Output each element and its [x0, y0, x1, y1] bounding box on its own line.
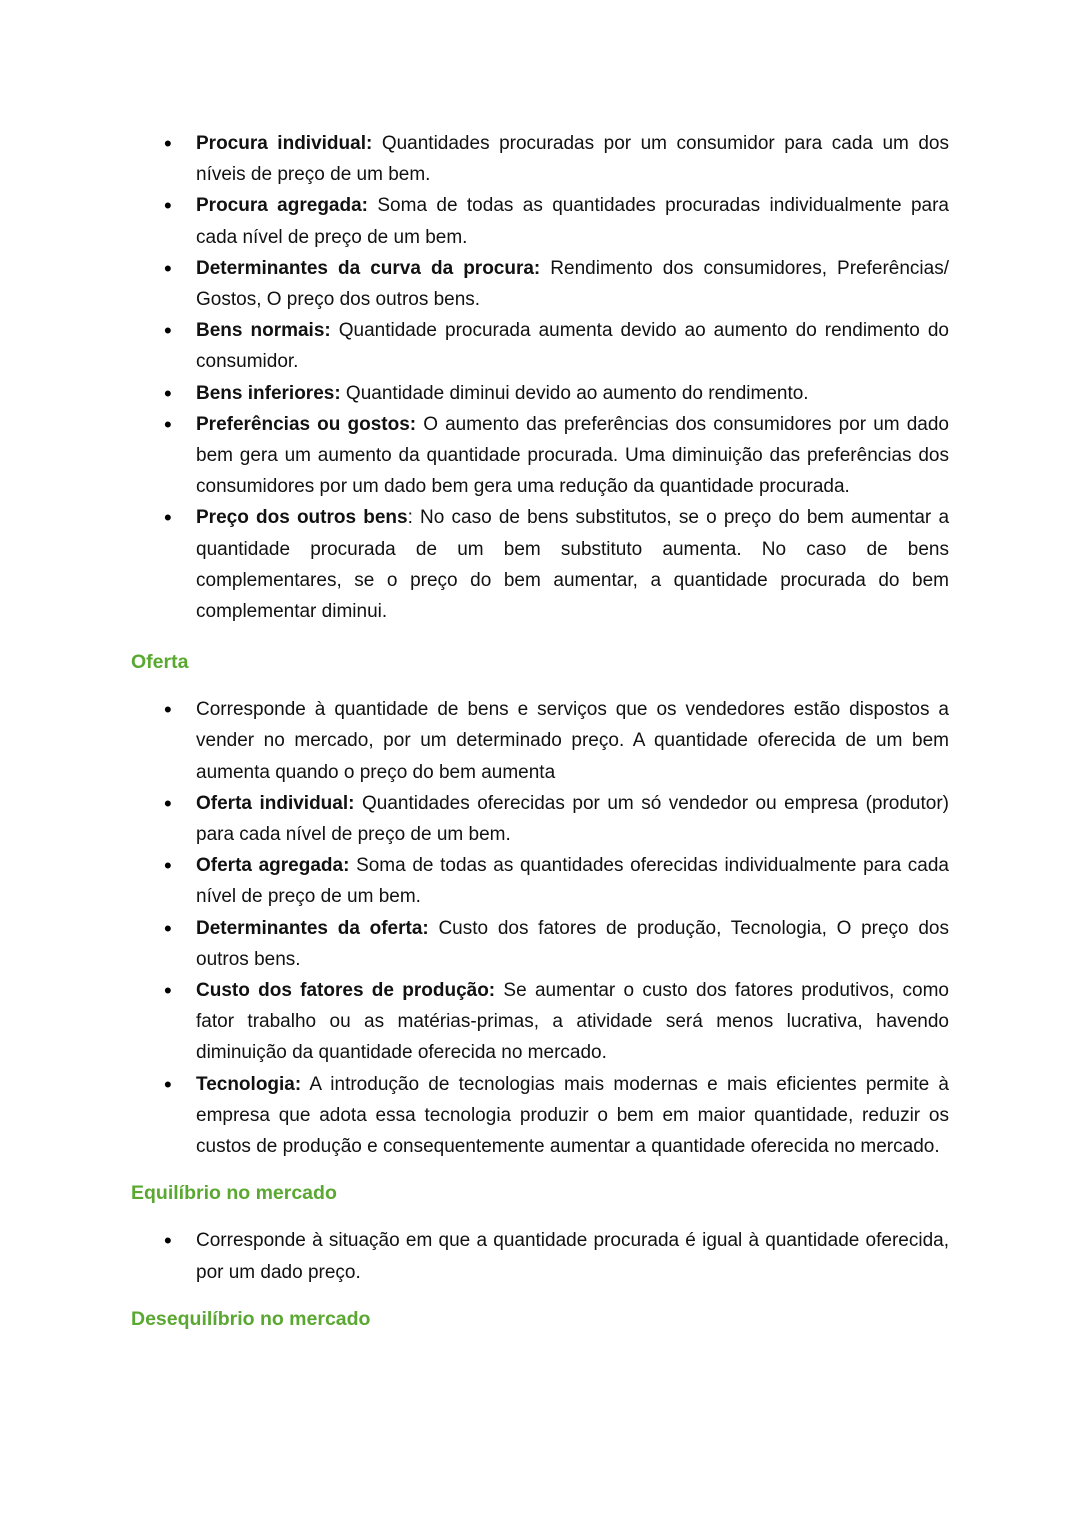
list-item — [131, 1225, 949, 1287]
list-item — [131, 913, 949, 975]
list-item — [131, 1069, 949, 1163]
definition: Quantidade diminui devido ao aumento do rendimento. — [340, 382, 809, 404]
section-heading-equilibrio: Equilíbrio no mercado — [131, 1182, 337, 1205]
list-item — [131, 378, 949, 409]
section-heading-oferta: Oferta — [131, 651, 189, 674]
term: Bens normais: — [196, 320, 331, 342]
term: Bens inferiores: — [196, 382, 341, 404]
list-item — [131, 975, 949, 1069]
definition: Quantidade procurada aumenta devido ao aumento do rendimento do consumidor. — [196, 320, 949, 373]
term: Determinantes da oferta: — [196, 917, 429, 939]
definition: Corresponde à quantidade de bens e serviços que os vendedores estão dispostos a vender no mercado, por um determinado preço. A quantidade oferecida de um bem aumenta quando o preço do bem aumenta — [196, 699, 949, 783]
definition: Corresponde à situação em que a quantidade procurada é igual à quantidade oferecida, por um dado preço. — [196, 1230, 949, 1283]
list-item — [131, 128, 949, 190]
definition: O aumento das preferências dos consumidores por um dado bem gera um aumento da quantidade procurada. Uma diminuição das preferências dos consumidores por um dado bem gera uma redução da quantidade procurada. — [196, 413, 950, 498]
procura-list — [131, 128, 949, 627]
oferta-list — [131, 694, 949, 1162]
definition: Soma de todas as quantidades oferecidas individualmente para cada nível de preço de um bem. — [196, 855, 950, 908]
definition: Custo dos fatores de produção, Tecnologia, O preço dos outros bens. — [196, 917, 949, 970]
term: Procura agregada: — [196, 195, 368, 217]
list-item — [131, 409, 949, 503]
list-item — [131, 190, 949, 252]
definition: Se aumentar o custo dos fatores produtivos, como fator trabalho ou as matérias-primas, a atividade será menos lucrativa, havendo diminuição da quantidade oferecida no mercado. — [196, 980, 949, 1064]
term: Oferta agregada: — [196, 855, 350, 877]
list-item — [131, 788, 949, 850]
term: Preço dos outros bens — [196, 507, 408, 529]
definition: : No caso de bens substitutos, se o preço do bem aumentar a quantidade procurada de um bem substituto aumenta. No caso de bens complementares, se o preço do bem aumentar, a quantidade procurada do bem complementar diminui. — [196, 507, 950, 623]
term: Tecnologia: — [196, 1073, 302, 1095]
list-item — [131, 315, 949, 377]
definition: A introdução de tecnologias mais modernas e mais eficientes permite à empresa que adota essa tecnologia produzir o bem em maior quantidade, reduzir os custos de produção e consequentemente aumentar a quantidade oferecida no mercado. — [196, 1073, 949, 1158]
document-page — [131, 128, 949, 1335]
equilibrio-list — [131, 1225, 949, 1287]
term: Determinantes da curva da procura: — [196, 257, 541, 279]
term: Custo dos fatores de produção: — [196, 980, 496, 1002]
list-item — [131, 850, 949, 912]
list-item — [131, 694, 949, 788]
definition: Quantidades oferecidas por um só vendedor ou empresa (produtor) para cada nível de preço de um bem. — [196, 792, 949, 846]
definition: Soma de todas as quantidades procuradas individualmente para cada nível de preço de um bem. — [196, 195, 949, 248]
term: Oferta individual: — [196, 792, 355, 814]
section-heading-desequilibrio: Desequilíbrio no mercado — [131, 1307, 371, 1330]
term: Preferências ou gostos: — [196, 413, 417, 435]
definition: Quantidades procuradas por um consumidor para cada um dos níveis de preço de um bem. — [196, 133, 949, 186]
list-item — [131, 502, 949, 627]
list-item — [131, 253, 949, 315]
term: Procura individual: — [196, 133, 373, 154]
definition: Rendimento dos consumidores, Preferências/ Gostos, O preço dos outros bens. — [196, 257, 949, 311]
